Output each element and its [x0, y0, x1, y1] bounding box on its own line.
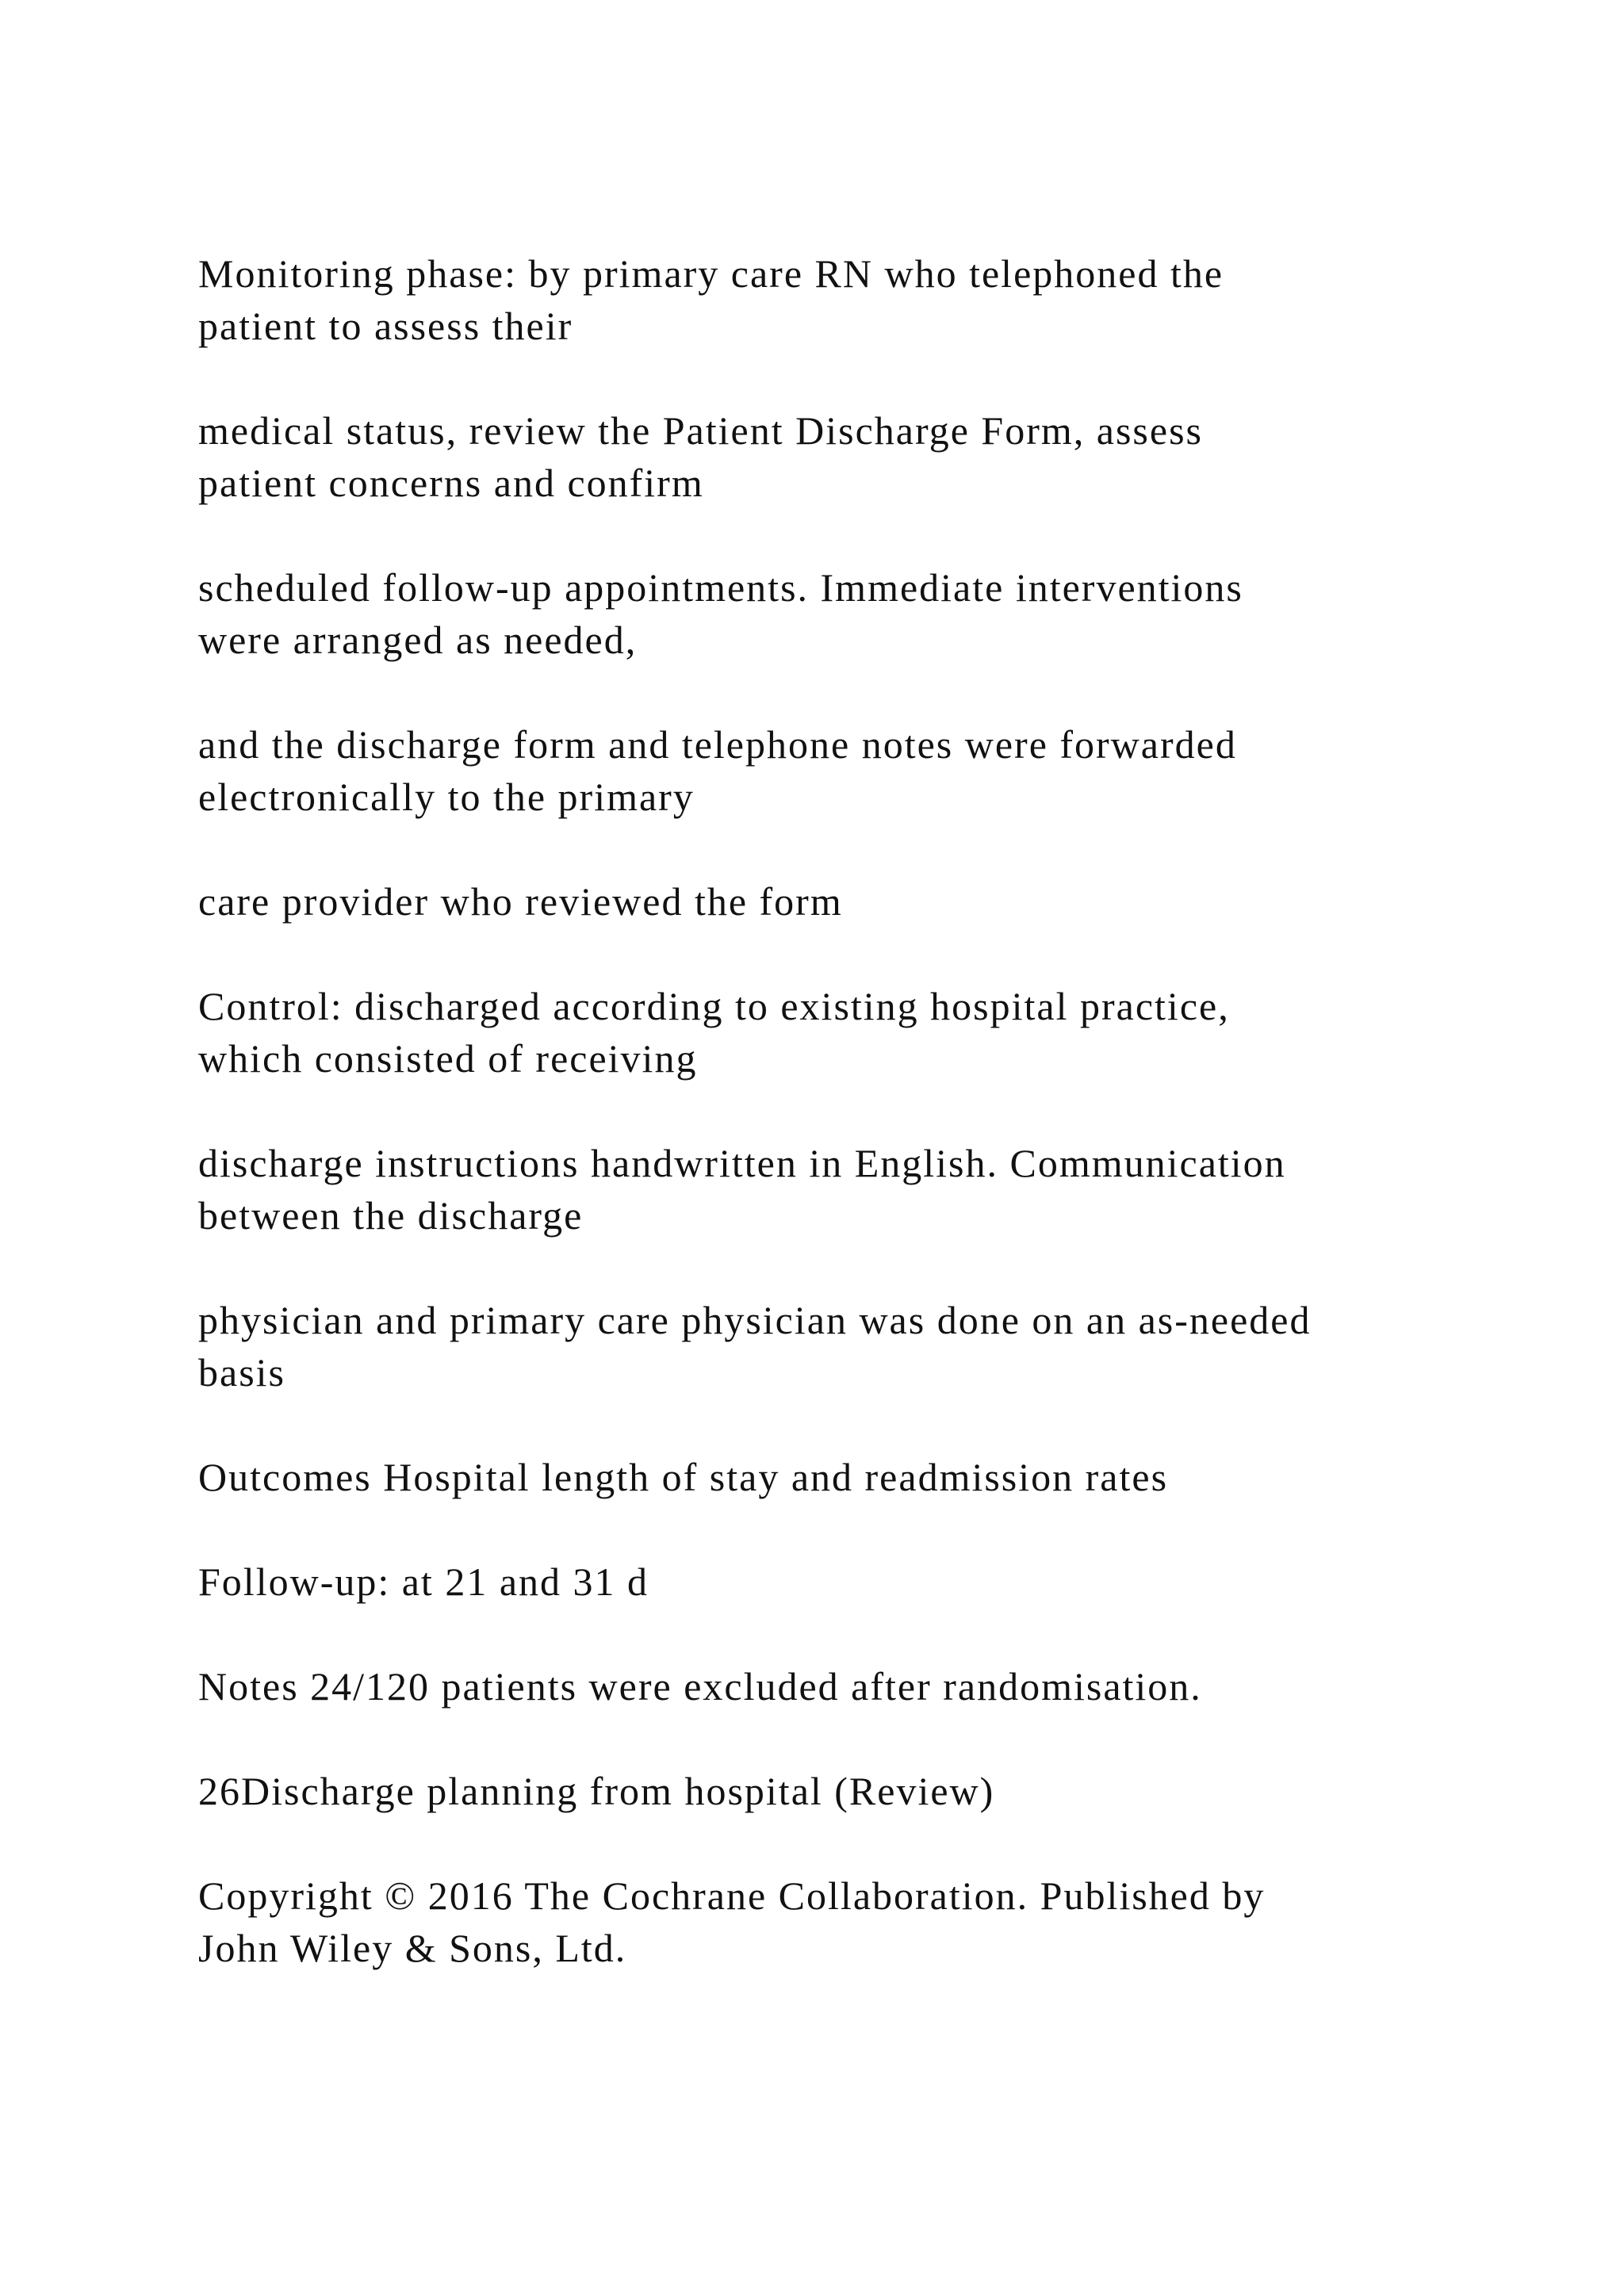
text-line: Monitoring phase: by primary care RN who telephoned the	[198, 251, 1224, 296]
text-line: between the discharge	[198, 1193, 584, 1238]
copyright-notice	[198, 1869, 1499, 1974]
paragraph-notes	[198, 1660, 1499, 1712]
paragraph-care-provider	[198, 875, 1499, 928]
paragraph-scheduled-follow-up	[198, 561, 1499, 666]
text-line: were arranged as needed,	[198, 618, 638, 662]
text-line: basis	[198, 1350, 285, 1395]
text-line: patient concerns and confirm	[198, 461, 704, 505]
text-line: 26Discharge planning from hospital (Review)	[198, 1769, 995, 1813]
document-body	[198, 247, 1499, 2026]
paragraph-physician-communication	[198, 1294, 1499, 1399]
text-line: physician and primary care physician was done on an as-needed	[198, 1298, 1312, 1342]
text-line: electronically to the primary	[198, 775, 695, 819]
paragraph-follow-up	[198, 1556, 1499, 1608]
text-line: Notes 24/120 patients were excluded after randomisation.	[198, 1664, 1202, 1709]
paragraph-monitoring-phase	[198, 247, 1499, 352]
paragraph-discharge-instructions	[198, 1137, 1499, 1242]
text-line: Copyright © 2016 The Cochrane Collaboration. Published by	[198, 1873, 1266, 1918]
paragraph-medical-status	[198, 404, 1499, 509]
paragraph-outcomes	[198, 1451, 1499, 1503]
text-line: care provider who reviewed the form	[198, 879, 843, 924]
text-line: patient to assess their	[198, 304, 573, 348]
paragraph-discharge-form-forwarded	[198, 718, 1499, 823]
text-line: Control: discharged according to existing hospital practice,	[198, 984, 1230, 1028]
text-line: John Wiley & Sons, Ltd.	[198, 1926, 627, 1970]
text-line: discharge instructions handwritten in English. Communication	[198, 1141, 1286, 1185]
text-line: Follow-up: at 21 and 31 d	[198, 1559, 649, 1604]
text-line: and the discharge form and telephone notes were forwarded	[198, 722, 1237, 767]
page-footer-title	[198, 1765, 1499, 1817]
paragraph-control	[198, 980, 1499, 1085]
text-line: medical status, review the Patient Discharge Form, assess	[198, 408, 1203, 453]
text-line: scheduled follow-up appointments. Immediate interventions	[198, 565, 1243, 610]
text-line: Outcomes Hospital length of stay and readmission rates	[198, 1455, 1169, 1499]
text-line: which consisted of receiving	[198, 1036, 698, 1081]
